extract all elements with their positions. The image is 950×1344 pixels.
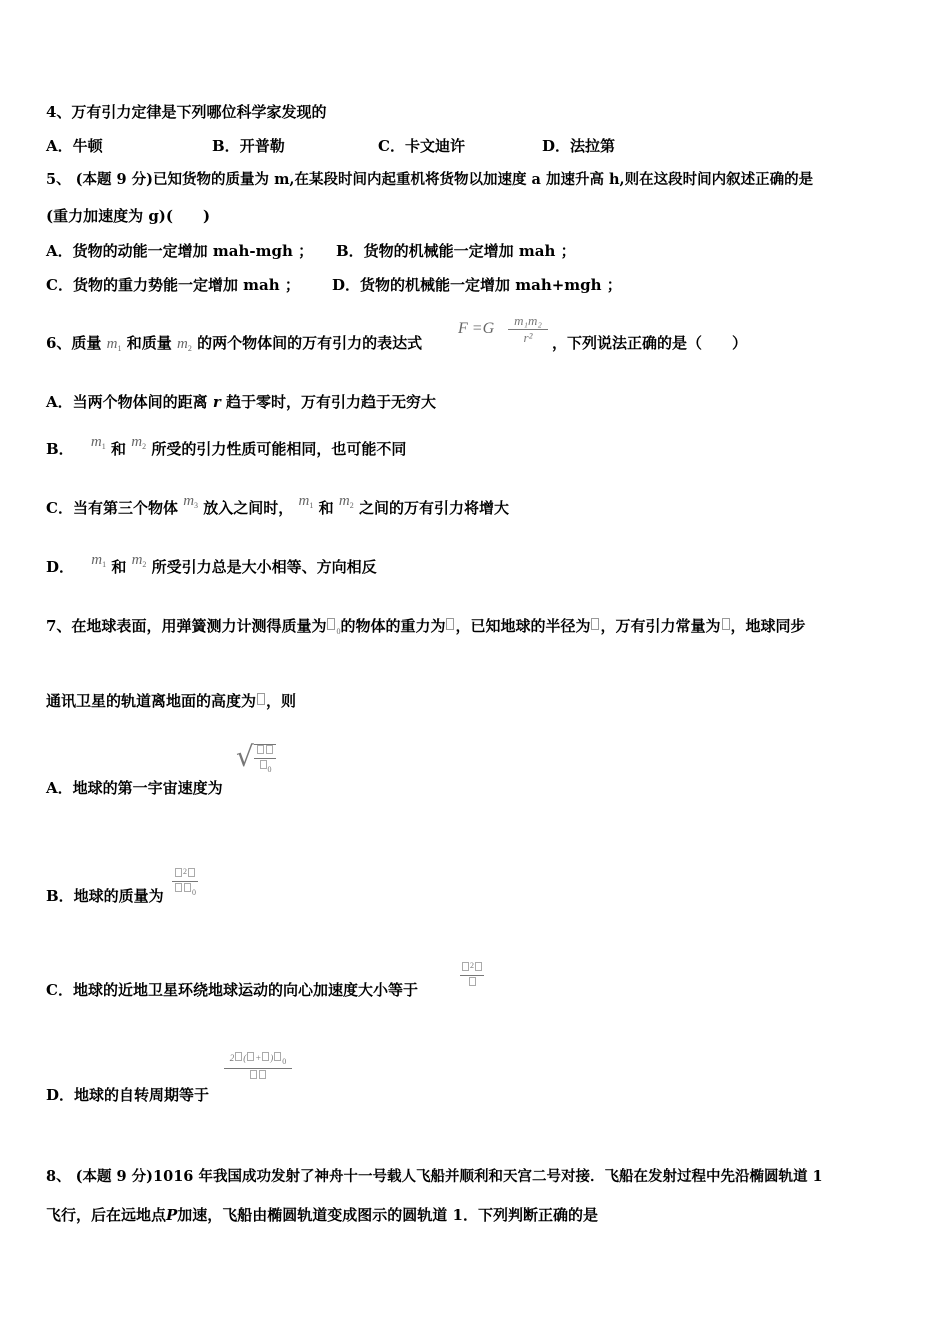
stem-text: ，万有引力常量为 (600, 617, 721, 635)
q4-option-b (212, 136, 285, 156)
mass-m1: $m_1$ (90, 434, 106, 451)
q6-stem-mid2: 的两个物体间的万有引力的表达式 (197, 334, 423, 352)
q5-option-b: B．货物的机械能一定增加 mah ； (336, 242, 576, 260)
option-text: 法拉第 (570, 137, 616, 155)
q6-option-d (46, 552, 377, 583)
q7-option-b: B．地球的质量为 (46, 887, 164, 905)
q7-option-d: D．地球的自转周期等于 (46, 1086, 210, 1104)
mass-m2: $m_2$ (338, 493, 354, 510)
mass-m2: $m_2$ (177, 336, 192, 353)
placeholder-symbol (722, 618, 730, 630)
option-label: C． (46, 499, 73, 517)
stem-text: ，则 (266, 692, 297, 710)
q6-stem (46, 333, 422, 359)
q6-stem-mid1: 和质量 (126, 334, 172, 352)
option-text: 当有第三个物体 (72, 499, 178, 517)
option-text: 牛顿 (72, 137, 103, 155)
option-label: A． (46, 137, 73, 155)
q5-stem-line2: (重力加速度为 g)( ) (46, 207, 211, 225)
q5-option-a: A．货物的动能一定增加 mah-mgh ； (46, 242, 314, 260)
q5-option-c: C．货物的重力势能一定增加 mah ； (46, 276, 300, 294)
option-text: 放入之间时， (203, 499, 294, 517)
stem-text: 飞行，后在远地点 (46, 1206, 167, 1224)
and-text: 和 (111, 440, 127, 458)
placeholder-symbol (327, 618, 335, 630)
q4-option-c (378, 136, 465, 156)
q5-stem-line1: 5、 (本题 9 分)已知货物的质量为 m,在某段时间内起重机将货物以加速度 a 加速升高 h,则在这段时间内叙述正确的是 (46, 171, 814, 188)
option-label: A． (46, 393, 73, 411)
gravity-formula-fraction (508, 314, 548, 345)
q4-option-a (46, 136, 103, 156)
mass-m2: $m_2$ (131, 434, 147, 451)
q7-option-a: A．地球的第一宇宙速度为 (46, 779, 223, 797)
sqrt-icon: √ (236, 740, 254, 773)
mass-m3: $m_3$ (183, 493, 199, 510)
q7-option-a-formula: 0 (254, 744, 276, 775)
gravity-formula-numerator: m₁m₂ (514, 313, 542, 328)
mass-m2: $m_2$ (131, 552, 147, 569)
option-label: D． (46, 558, 75, 576)
q7-option-c: C．地球的近地卫星环绕地球运动的向心加速度大小等于 (46, 981, 418, 999)
q6-stem-post: ，下列说法正确的是（ ） (552, 334, 748, 352)
placeholder-symbol (591, 618, 599, 630)
gravity-formula-denominator: r² (523, 330, 533, 345)
q7-stem-line1 (46, 616, 806, 642)
q6-option-c (46, 493, 509, 524)
stem-text: ，已知地球的半径为 (455, 617, 591, 635)
subscript: 0 (336, 627, 341, 636)
option-text: 趋于零时，万有引力趋于无穷大 (226, 393, 437, 411)
q7-stem-line2 (46, 691, 296, 711)
q8-stem-line2 (46, 1205, 598, 1225)
stem-text: ，地球同步 (730, 617, 806, 635)
stem-text: 通讯卫星的轨道离地面的高度为 (46, 692, 257, 710)
placeholder-symbol (446, 618, 454, 630)
option-text: 卡文迪许 (404, 137, 465, 155)
option-text: 当两个物体间的距离 (72, 393, 208, 411)
option-text: 所受的引力性质可能相同，也可能不同 (151, 440, 407, 458)
option-label: D． (542, 137, 571, 155)
option-label: B． (46, 440, 74, 458)
q4-option-d (542, 136, 615, 156)
q6-stem-pre: 6、质量 (46, 334, 102, 352)
stem-text: 加速，飞船由椭圆轨道变成图示的圆轨道 1．下列判断正确的是 (177, 1206, 598, 1224)
mass-m1: $m_1$ (106, 336, 122, 353)
q5-option-d: D．货物的机械能一定增加 mah+mgh ； (332, 276, 622, 294)
q6-option-b (46, 434, 407, 465)
gravity-formula-lhs: F =G (458, 320, 495, 337)
q7-option-d-formula: 2 ( + ) 0 (224, 1052, 292, 1082)
q7-option-b-formula: 2 0 (172, 866, 198, 898)
option-label: C． (378, 137, 405, 155)
placeholder-symbol (257, 693, 265, 705)
and-text: 和 (111, 558, 127, 576)
stem-text: 的物体的重力为 (340, 617, 446, 635)
stem-text: 7、在地球表面，用弹簧测力计测得质量为 (46, 617, 327, 635)
q8-stem-line1: 8、 (本题 9 分)1016 年我国成功发射了神舟十一号载人飞船并顺利和天宫二号对接．飞船在发射过程中先沿椭圆轨道 1 (46, 1168, 823, 1185)
option-text: 所受引力总是大小相等、方向相反 (151, 558, 377, 576)
q6-option-a (46, 392, 436, 412)
mass-m1: $m_1$ (91, 552, 107, 569)
option-label: B． (212, 137, 240, 155)
q7-option-c-formula: 2 (460, 960, 484, 989)
option-text: 开普勒 (239, 137, 285, 155)
mass-m1: $m_1$ (298, 493, 314, 510)
option-text: 之间的万有引力将增大 (358, 499, 509, 517)
point-p: P (166, 1206, 178, 1224)
and-text: 和 (318, 499, 334, 517)
distance-r: r (212, 393, 221, 411)
q4-stem: 4、万有引力定律是下列哪位科学家发现的 (46, 103, 327, 121)
